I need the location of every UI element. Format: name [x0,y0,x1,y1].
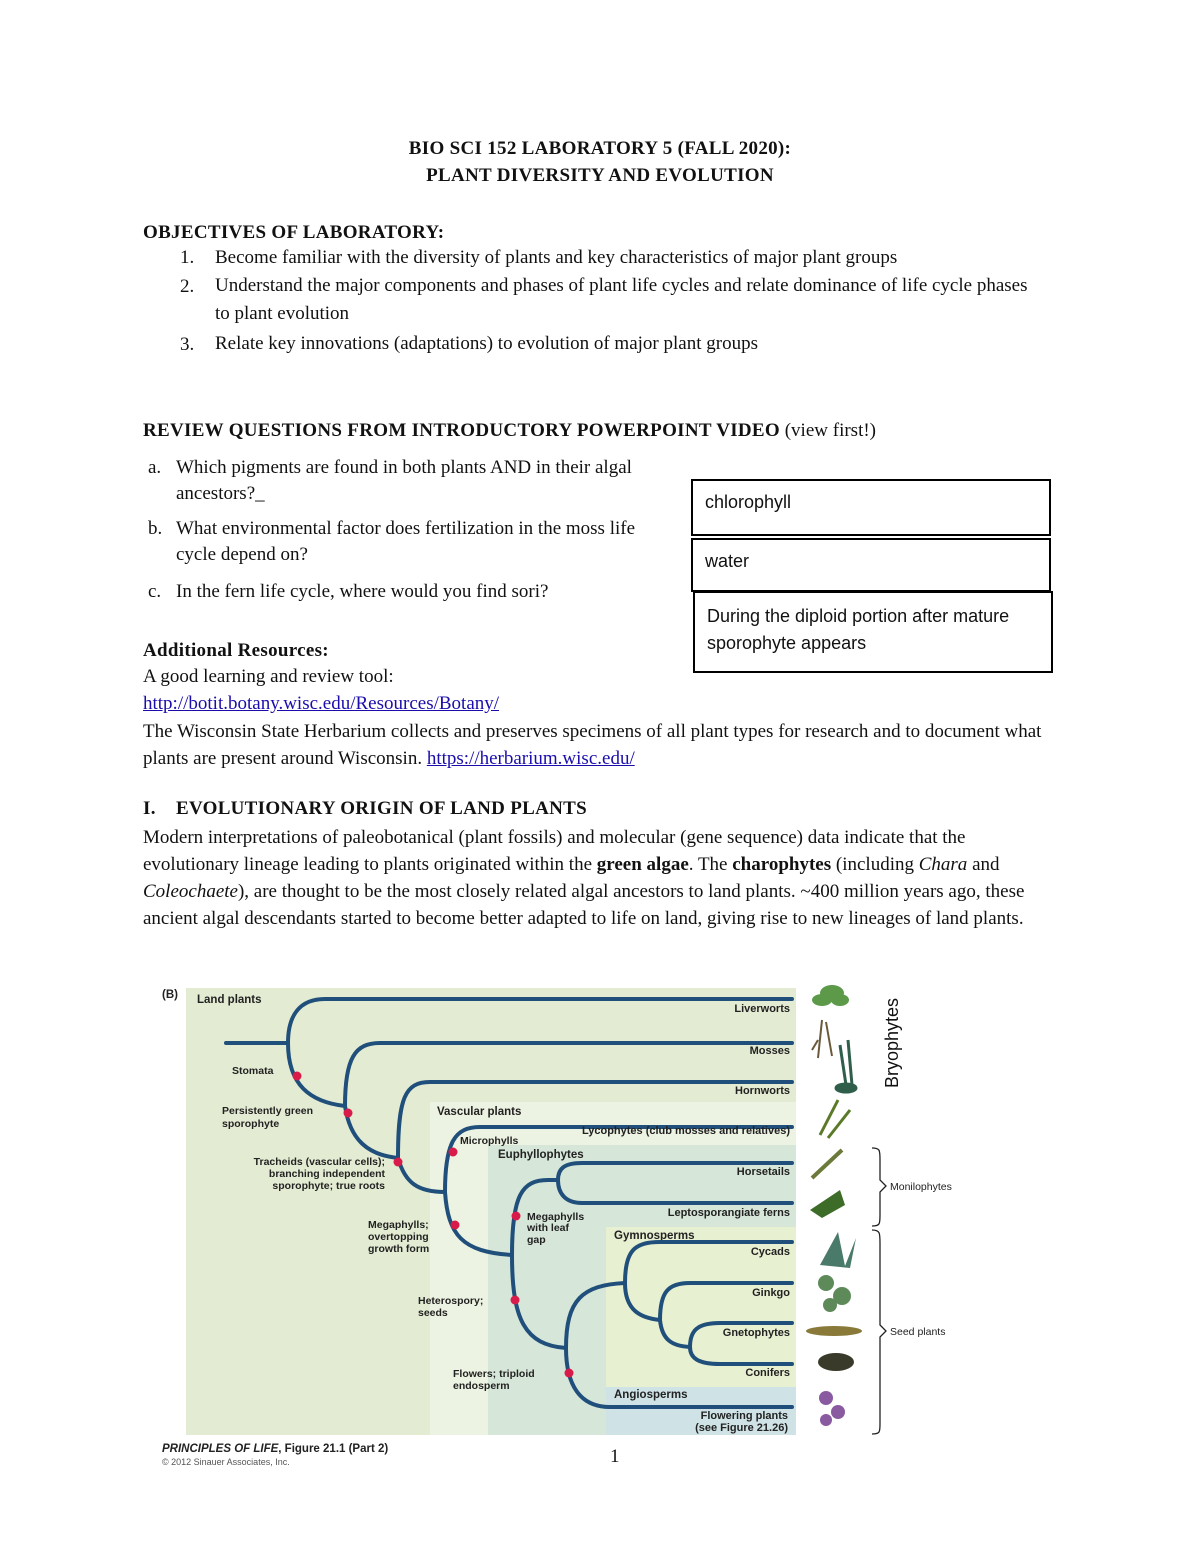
question-c-text: In the fern life cycle, where would you find sori? [176,581,549,602]
taxon-ferns: Leptosporangiate ferns [667,1207,790,1219]
answer-a-box[interactable]: chlorophyll [691,479,1051,536]
p-g: and [967,854,1000,875]
caption-rest: , Figure 21.1 (Part 2) [278,1443,389,1455]
trait-flowers-2: endosperm [453,1380,510,1392]
seed-plants-label: Seed plants [890,1326,946,1338]
panel-label: (B) [162,989,178,1001]
angiosperms-label: Angiosperms [614,1389,688,1401]
trait-persist-2: sporophyte [222,1118,280,1130]
trait-megaphylls-1: Megaphylls; [368,1219,429,1231]
monilophytes-brace [872,1148,886,1226]
gymnosperms-label: Gymnosperms [614,1230,695,1242]
trait-microphylls: Microphylls [460,1135,519,1147]
flowering-illustration [819,1391,845,1426]
p-e: (including [831,854,919,875]
horsetail-illustration [812,1150,842,1178]
conifer-illustration [818,1353,854,1371]
taxon-flowering-2: (see Figure 21.26) [695,1422,788,1434]
trait-megagap-2: with leaf [527,1222,570,1234]
monilophytes-label: Monilophytes [890,1181,952,1193]
resources-line1: A good learning and review tool: [143,666,394,687]
p-charophytes: charophytes [732,854,832,875]
trait-megagap-1: Megaphylls [527,1211,585,1223]
objective-1: Become familiar with the diversity of plants and key characteristics of major plant groups [215,247,898,268]
question-a-letter: a. [148,457,162,478]
question-b-letter: b. [148,518,163,539]
node-tracheids [394,1158,403,1167]
answer-b-box[interactable]: water [691,538,1051,592]
land-plants-label: Land plants [197,994,262,1006]
figure-copyright: © 2012 Sinauer Associates, Inc. [162,1457,290,1467]
herbarium-text: The Wisconsin State Herbarium collects and preserves specimens of all plant types for research and to document what plants are present around Wisconsin. [143,721,1042,769]
answer-c-box[interactable]: During the diploid portion after mature sporophyte appears [693,591,1053,673]
moss-illustration [812,1020,832,1058]
vascular-plants-label: Vascular plants [437,1106,522,1118]
question-a-text: Which pigments are found in both plants AND in their algal ancestors?_ [176,457,632,504]
trait-tracheids-1: Tracheids (vascular cells); [253,1156,385,1168]
trait-stomata: Stomata [232,1065,274,1077]
objective-1-number: 1. [180,247,195,268]
plant-illustrations [806,985,862,1426]
taxon-gnetophytes: Gnetophytes [722,1327,790,1339]
page-number: 1 [610,1446,620,1467]
p-c: . The [688,854,733,875]
trait-persist-1: Persistently green [222,1105,314,1117]
node-flowers [565,1369,574,1378]
lycophyte-illustration [820,1100,850,1138]
bryophytes-label: Bryophytes [882,997,902,1088]
doc-title-line1: BIO SCI 152 LABORATORY 5 (FALL 2020): [408,138,792,159]
objective-2: Understand the major components and phases of plant life cycles and relate dominance of life cycle phases to plant evolution [215,275,1028,324]
review-heading-bold: REVIEW QUESTIONS FROM INTRODUCTORY POWERPOINT VIDEO [143,420,780,441]
taxon-hornworts: Hornworts [735,1085,790,1097]
p-i: ), are thought to be the most closely related algal ancestors to land plants. ~400 million years ago, these ancient algal descendants started to become better adapted to life on land, giving rise to new lineages of land plants. [143,881,1025,929]
trait-megaphylls-3: growth form [368,1243,430,1255]
taxon-liverworts: Liverworts [734,1003,790,1015]
taxon-flowering-1: Flowering plants [700,1410,788,1422]
node-heterospory [511,1296,520,1305]
section1-number: I. [143,798,156,819]
section1-heading: EVOLUTIONARY ORIGIN OF LAND PLANTS [176,798,588,819]
node-megagap [512,1212,521,1221]
node-stomata [293,1072,302,1081]
figure-caption [162,1443,388,1455]
trait-flowers-1: Flowers; triploid [453,1368,535,1380]
gnetophyte-illustration [806,1326,862,1336]
taxon-mosses: Mosses [749,1045,790,1057]
p-coleochaete: Coleochaete [143,881,238,902]
trait-tracheids-2: branching independent [268,1168,385,1180]
fern-illustration [810,1190,845,1218]
cycad-illustration [820,1232,856,1268]
seed-plants-brace [872,1230,886,1434]
euphyllophytes-label: Euphyllophytes [498,1149,584,1161]
herbarium-link[interactable]: https://herbarium.wisc.edu/ [426,748,635,769]
taxon-horsetails: Horsetails [736,1166,790,1178]
objective-2-number: 2. [180,276,195,297]
trait-tracheids-3: sporophyte; true roots [272,1180,385,1192]
caption-title: PRINCIPLES OF LIFE [162,1443,279,1455]
resources-heading: Additional Resources: [143,640,329,661]
taxon-cycads: Cycads [750,1246,790,1258]
node-microphylls [449,1148,458,1157]
objective-3: Relate key innovations (adaptations) to evolution of major plant groups [215,333,758,354]
objectives-heading: OBJECTIVES OF LABORATORY: [143,222,445,243]
doc-title-line2: PLANT DIVERSITY AND EVOLUTION [426,165,774,186]
trait-heterospory-2: seeds [418,1307,448,1319]
trait-heterospory-1: Heterospory; [418,1295,484,1307]
p-green-algae: green algae [596,854,689,875]
taxon-lycophytes: Lycophytes (club mosses and relatives) [581,1125,790,1137]
botany-resource-link[interactable]: http://botit.botany.wisc.edu/Resources/Botany/ [143,693,500,714]
question-c-letter: c. [148,581,162,602]
trait-megaphylls-2: overtopping [368,1231,429,1243]
p-a: Modern interpretations of paleobotanical (plant fossils) and molecular (gene sequence) data indicate that the evolutionary lineage leading to plants originated within the [143,827,966,875]
p-chara: Chara [918,854,968,875]
ginkgo-illustration [818,1275,851,1312]
trait-megagap-3: gap [527,1234,546,1246]
taxon-ginkgo: Ginkgo [752,1287,790,1299]
liverwort-illustration [812,985,849,1006]
node-persist [344,1109,353,1118]
hornwort-illustration [836,1040,856,1092]
objective-3-number: 3. [180,334,195,355]
review-heading-note: (view first!) [779,420,877,441]
question-b-text: What environmental factor does fertilization in the moss life cycle depend on? [176,518,636,565]
taxon-conifers: Conifers [745,1367,790,1379]
node-megaphylls [451,1221,460,1230]
